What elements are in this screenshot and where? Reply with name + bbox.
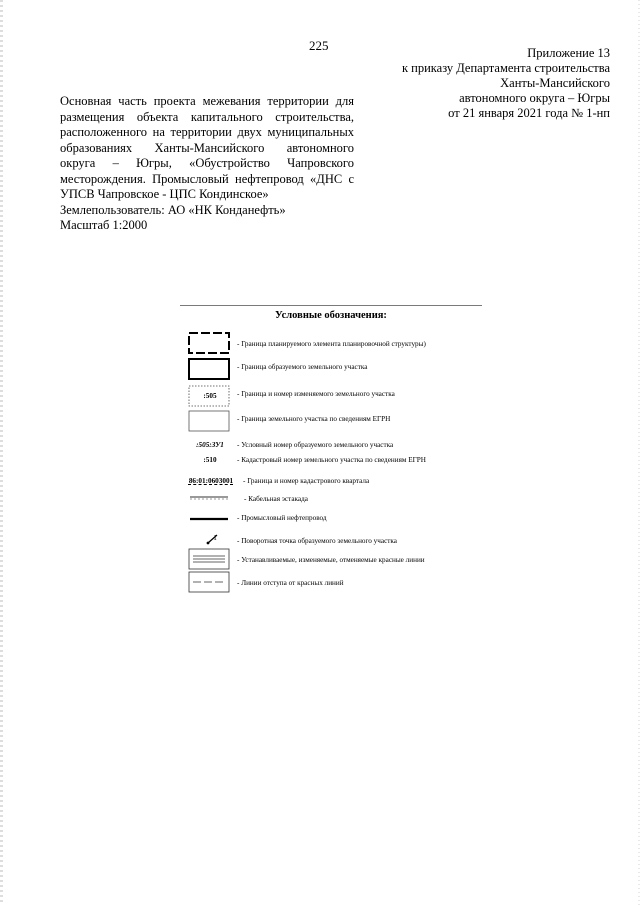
legend-item-formed-parcel (180, 358, 482, 380)
page-number: 225 (309, 38, 329, 53)
legend (180, 305, 482, 587)
legend-top-rule (180, 305, 482, 306)
legend-item-label: - Условный номер образуемого земельного участка (237, 441, 394, 449)
legend-item-label: - Кабельная эстакада (244, 495, 308, 503)
title-line: размещения объекта капитального строительства, (60, 109, 354, 124)
legend-item-changed-parcel (180, 385, 482, 407)
legend-item-planning-boundary (180, 332, 482, 354)
legend-symbol-text: 1 (213, 534, 217, 542)
red-lines-icon (188, 548, 230, 570)
appendix-line: от 21 января 2021 года № 1-нп (448, 106, 610, 120)
legend-item-label: - Граница и номер кадастрового квартала (243, 477, 370, 485)
legend-item-label: - Кадастровый номер земельного участка по сведениям ЕГРН (237, 456, 426, 464)
legend-item-label: - Устанавливаемые, изменяемые, отменяемые красные линии (237, 556, 425, 564)
legend-item-label: - Промысловый нефтепровод (237, 514, 327, 522)
title-line: расположенного на территории двух муниципальных (60, 125, 354, 139)
legend-symbol-text: :510 (203, 456, 217, 464)
legend-item-cable-overpass (180, 487, 482, 509)
setback-lines-icon (188, 571, 230, 593)
title-line: Основная часть проекта межевания территории для (60, 94, 354, 108)
appendix-line: к приказу Департамента строительства (401, 61, 610, 75)
cable-overpass-line-icon (188, 487, 230, 509)
legend-item-label: - Граница земельного участка по сведениям ЕГРН (237, 415, 391, 423)
legend-item-label: - Поворотная точка образуемого земельного участка (237, 537, 397, 545)
thin-rectangle-icon (188, 410, 230, 432)
document-title-block (60, 94, 354, 234)
title-line: округа – Югры, «Обустройство Чапровского (60, 156, 354, 170)
legend-item-egrn-parcel (180, 410, 482, 432)
appendix-block (330, 46, 610, 121)
dashed-boundary-icon (188, 332, 230, 354)
legend-item-label: - Граница образуемого земельного участка (237, 363, 368, 371)
legend-title: Условные обозначения: (275, 310, 387, 321)
title-line: УПСВ Чапровское - ЦПС Кондинское» (60, 187, 269, 201)
legend-symbol-text: :505 (203, 392, 217, 400)
title-line: образованиях Ханты-Мансийского автономного (60, 140, 354, 155)
legend-item-label: - Граница планируемого элемента планировочной структуры) (237, 340, 426, 348)
pipeline-line-icon (188, 509, 230, 531)
legend-item-setback-lines (180, 571, 482, 593)
land-user-line: Землепользователь: АО «НК Конданефть» (60, 202, 286, 217)
appendix-line: автономного округа – Югры (459, 91, 610, 105)
legend-item-red-lines (180, 548, 482, 570)
legend-symbol-text: :505:ЗУ1 (196, 441, 224, 449)
legend-item-cadastral-number (180, 450, 482, 472)
legend-item-oil-pipeline (180, 509, 482, 531)
scan-edge-left (0, 0, 3, 905)
legend-symbol-text: 86:01:0603001 (188, 477, 234, 485)
appendix-line: Приложение 13 (527, 46, 610, 60)
thick-rectangle-icon (188, 358, 230, 380)
legend-item-label: - Линии отступа от красных линий (237, 579, 344, 587)
scale-line: Масштаб 1:2000 (60, 218, 148, 232)
appendix-line: Ханты-Мансийского (500, 76, 610, 90)
title-line: месторождения. Промысловый нефтепровод «ДНС с (60, 171, 354, 186)
legend-item-label: - Граница и номер изменяемого земельного участка (237, 390, 395, 398)
